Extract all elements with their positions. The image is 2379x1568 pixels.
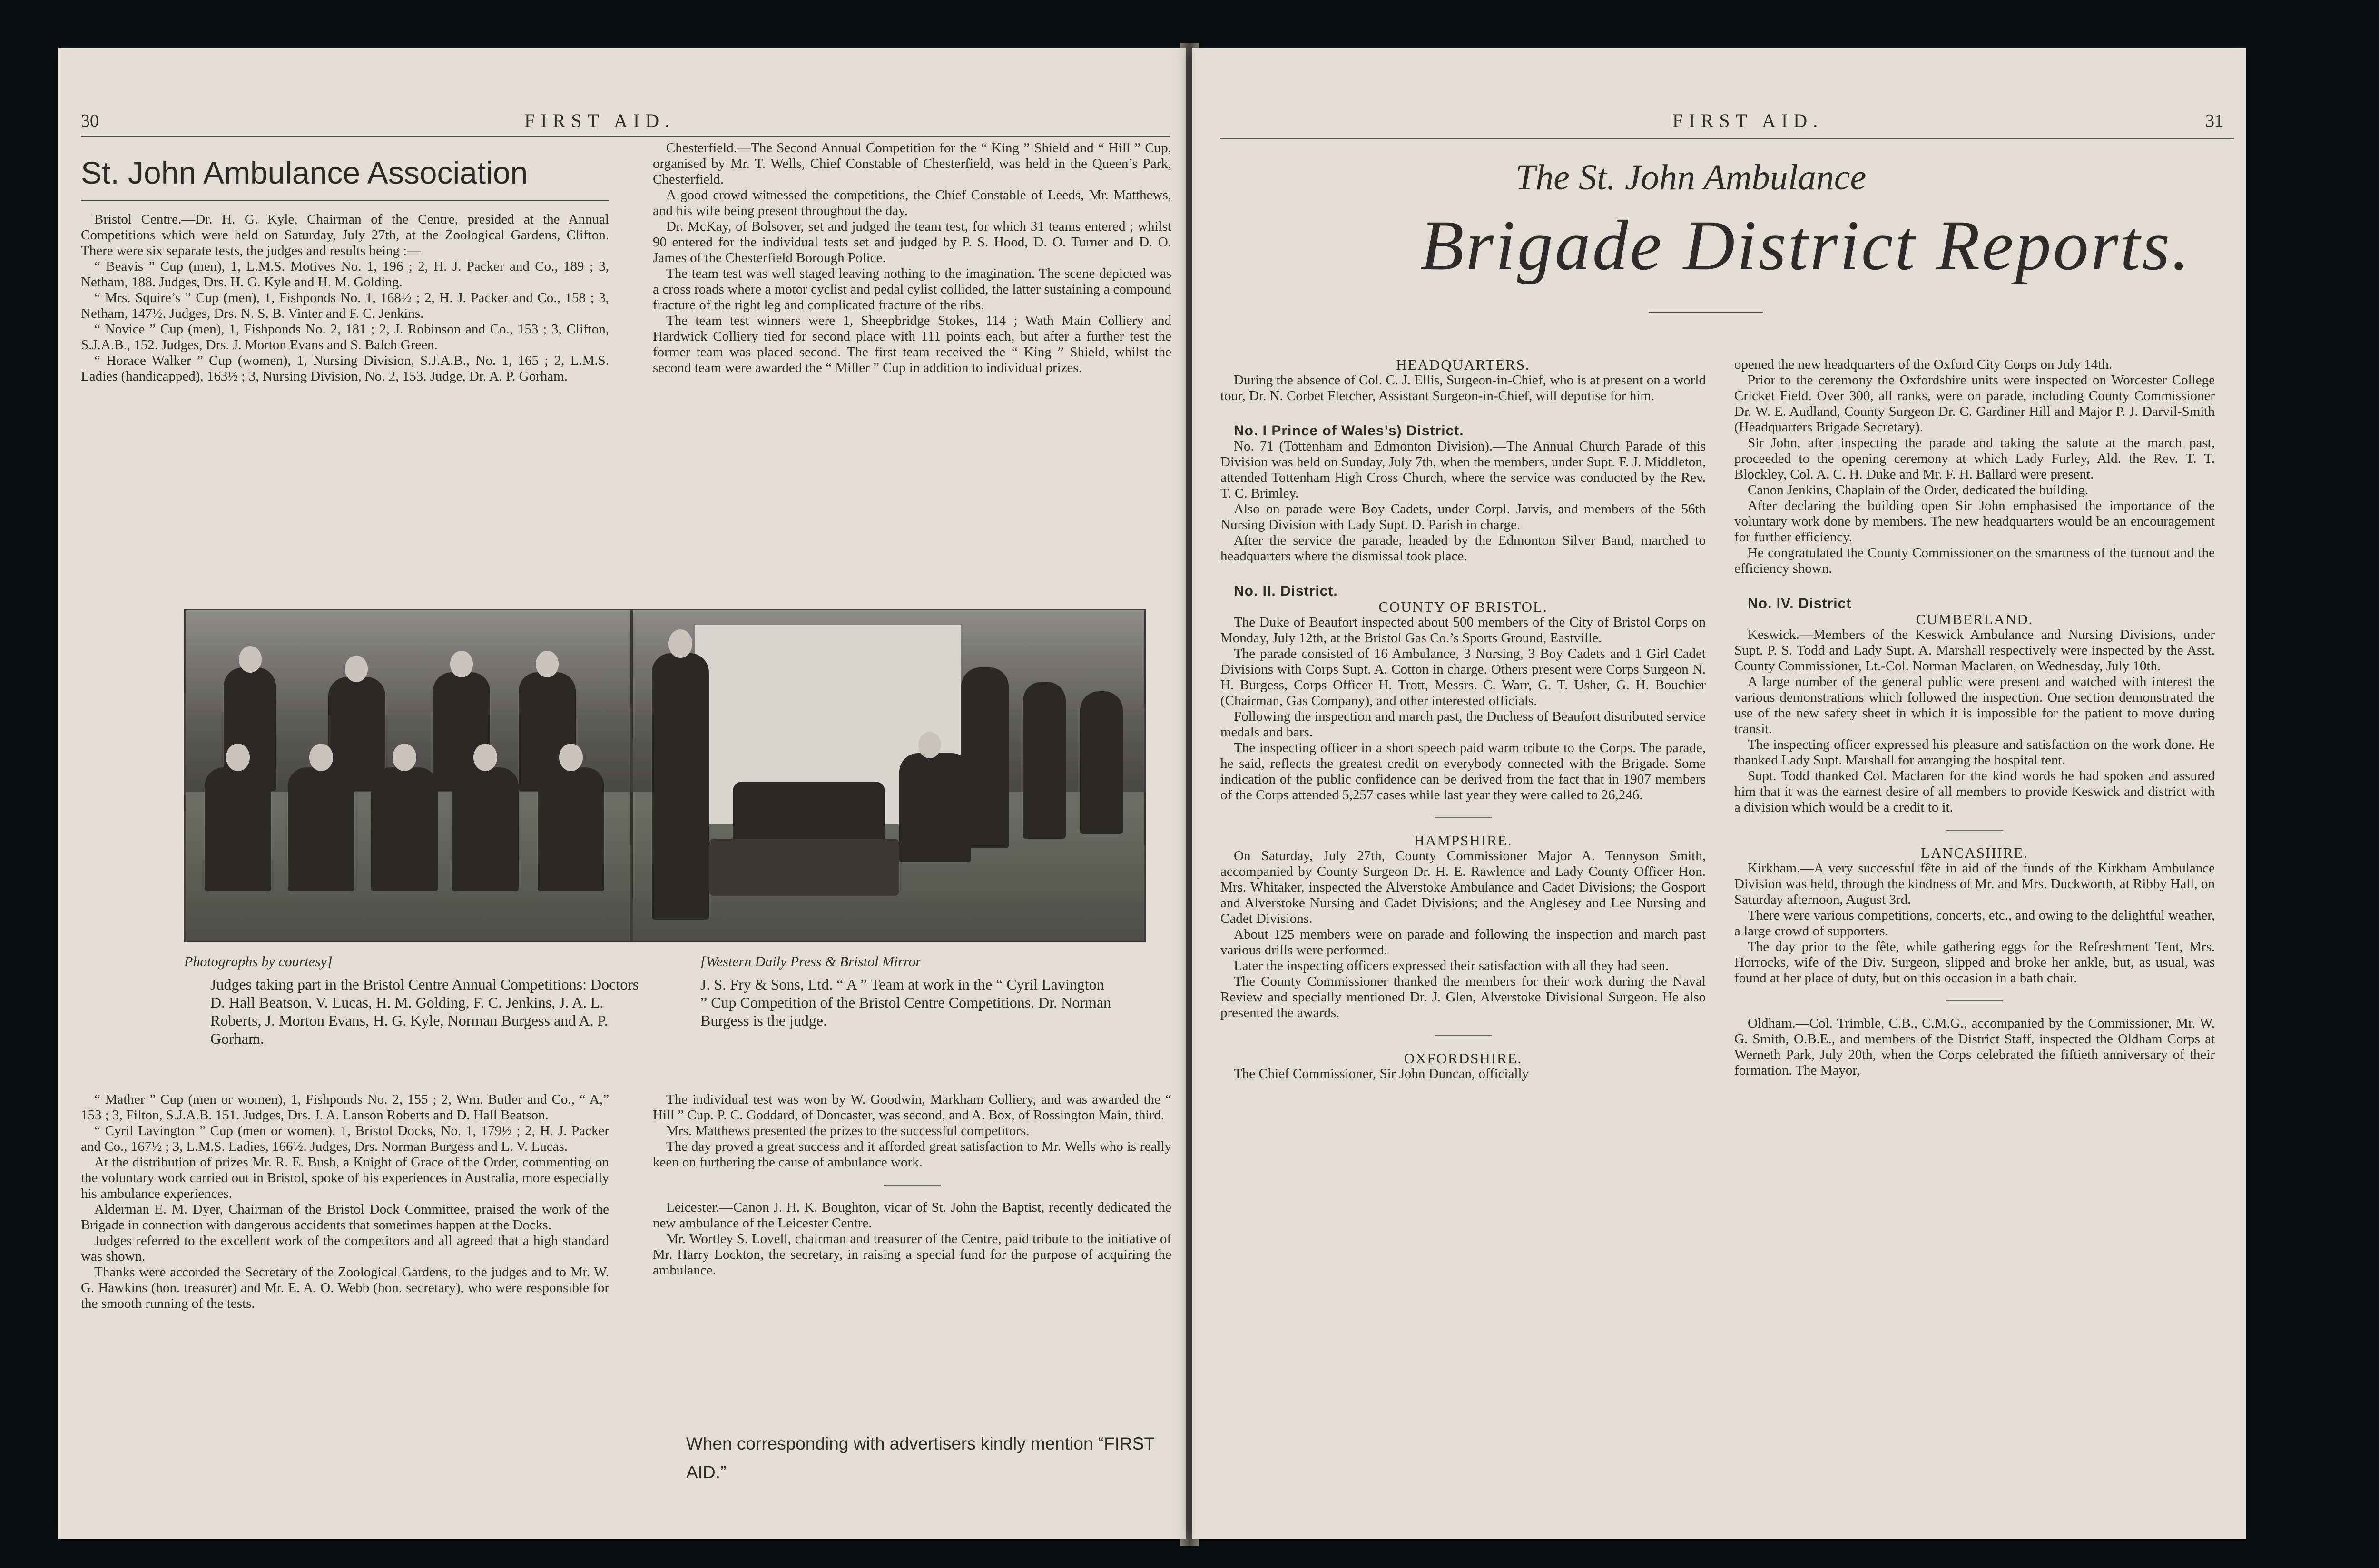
running-head: FIRST AID. bbox=[1672, 110, 1824, 131]
paragraph: After the service the parade, headed by the Edmonton Silver Band, marched to headquarters where the dismissal took place. bbox=[1220, 533, 1706, 564]
paragraph: Bristol Centre.—Dr. H. G. Kyle, Chairman of the Centre, presided at the Annual Competitions which were held on Saturday, July 27th, at the Zoological Gardens, Clifton. There were six separate tests, the judges and results being :— bbox=[81, 212, 609, 258]
left-page bbox=[58, 48, 1186, 1539]
paragraph: The individual test was won by W. Goodwin, Markham Colliery, and was awarded the “ Hill ” Cup. P. C. Goddard, of Doncaster, was second, and A. Box, of Rossington Main, third. bbox=[653, 1092, 1171, 1123]
district-heading: No. IV. District bbox=[1748, 596, 1852, 611]
district-heading: No. I Prince of Wales’s) District. bbox=[1234, 423, 1464, 439]
paragraph: Also on parade were Boy Cadets, under Corpl. Jarvis, and members of the 56th Nursing Division with Lady Supt. D. Parish in charge. bbox=[1220, 501, 1706, 532]
subheading: HEADQUARTERS. bbox=[1396, 356, 1530, 373]
paragraph: He congratulated the County Commissioner on the smartness of the turnout and the efficiency shown. bbox=[1734, 545, 2215, 576]
photo-caption-right: J. S. Fry & Sons, Ltd. “ A ” Team at work in the “ Cyril Lavington ” Cup Competition of the Bristol Centre Competitions. Dr. Norman Burgess is the judge. bbox=[700, 976, 1111, 1029]
section-heading: St. John Ambulance Association bbox=[81, 155, 528, 190]
paragraph: Mr. Wortley S. Lovell, chairman and treasurer of the Centre, paid tribute to the initiative of Mr. Harry Lockton, the secretary, in raising a special fund for the purpose of acquiring the ambulance. bbox=[653, 1231, 1171, 1278]
reports-column-2 bbox=[1734, 357, 2215, 1078]
paragraph: Kirkham.—A very successful fête in aid of the funds of the Kirkham Ambulance Division was held, through the kindness of Mr. and Mrs. Duckworth, at Ribby Hall, on Saturday afternoon, August 3rd. bbox=[1734, 861, 2215, 907]
article-column-2 bbox=[653, 140, 1171, 376]
divider bbox=[1435, 817, 1492, 818]
paragraph: The team test winners were 1, Sheepbridge Stokes, 114 ; Wath Main Colliery and Hardwick Colliery tied for second place with 111 points each, but after a further test the former team was placed second. The first team received the “ King ” Shield, whilst the second team were awarded the “ Miller ” Cup in addition to individual prizes. bbox=[653, 313, 1171, 375]
paragraph: About 125 members were on parade and following the inspection and march past various drills were performed. bbox=[1220, 927, 1706, 958]
paragraph: There were various competitions, concerts, etc., and owing to the delightful weather, a large crowd of supporters. bbox=[1734, 908, 2215, 939]
subheading: COUNTY OF BRISTOL. bbox=[1378, 598, 1548, 615]
paragraph: “ Horace Walker ” Cup (women), 1, Nursing Division, S.J.A.B., No. 1, 165 ; 2, L.M.S. Ladies (handicapped), 163½ ; 3, Nursing Division, No. 2, 153. Judge, Dr. A. P. Gorham. bbox=[81, 353, 609, 384]
article-column-3 bbox=[81, 1092, 609, 1312]
divider bbox=[1946, 830, 2003, 831]
header-rule bbox=[1220, 138, 2234, 139]
paragraph: “ Mather ” Cup (men or women), 1, Fishponds No. 2, 155 ; 2, Wm. Butler and Co., “ A,” 153 ; 3, Filton, S.J.A.B. 151. Judges, Drs. J. A. Lanson Roberts and D. Hall Beatson. bbox=[81, 1092, 609, 1123]
paragraph: Thanks were accorded the Secretary of the Zoological Gardens, to the judges and to Mr. W. G. Hawkins (hon. treasurer) and Mr. E. A. O. Webb (hon. secretary), who were responsible for the smooth running of the tests. bbox=[81, 1264, 609, 1311]
article-column-1 bbox=[81, 212, 609, 384]
paragraph: Chesterfield.—The Second Annual Competition for the “ King ” Shield and “ Hill ” Cup, organised by Mr. T. Wells, Chief Constable of Chesterfield, was held in the Queen’s Park, Chesterfield. bbox=[653, 140, 1171, 187]
paragraph: Following the inspection and march past, the Duchess of Beaufort distributed service medals and bars. bbox=[1220, 709, 1706, 740]
paragraph: On Saturday, July 27th, County Commissioner Major A. Tennyson Smith, accompanied by County Surgeon Dr. H. E. Rawlence and Lady County Officer Hon. Mrs. Whitaker, inspected the Alverstoke Ambulance and Cadet Divisions; the Gosport and Alverstoke Nursing and Cadet Divisions; and the Anglesey and Lee Nursing and Cadet Divisions. bbox=[1220, 848, 1706, 926]
paragraph: The day prior to the fête, while gathering eggs for the Refreshment Tent, Mrs. Horrocks, wife of the Div. Surgeon, slipped and broke her ankle, but, as usual, was found at her place of duty, but on this occasion in a bath chair. bbox=[1734, 939, 2215, 986]
paragraph: Supt. Todd thanked Col. Maclaren for the kind words he had spoken and assured him that it was the earnest desire of all members to provide Keswick and district with a division which would be a credit to it. bbox=[1734, 768, 2215, 815]
paragraph: The inspecting officer expressed his pleasure and satisfaction on the work done. He thanked Lady Supt. Marshall for arranging the hospital tent. bbox=[1734, 737, 2215, 768]
paragraph: The Duke of Beaufort inspected about 500 members of the City of Bristol Corps on Monday, July 12th, at the Bristol Gas Co.’s Sports Ground, Eastville. bbox=[1220, 615, 1706, 646]
paragraph: Keswick.—Members of the Keswick Ambulance and Nursing Divisions, under Supt. P. S. Todd and Lady Supt. A. Marshall respectively were inspected by the Asst. County Commissioner, Lt.-Col. Norman Maclaren, on Wednesday, July 10th. bbox=[1734, 627, 2215, 674]
divider bbox=[1435, 1035, 1492, 1036]
paragraph: A large number of the general public were present and watched with interest the various demonstrations which followed the inspection. One section demonstrated the use of the new safety sheet in which it is impossible for the patient to move during transit. bbox=[1734, 674, 2215, 736]
paragraph: “ Beavis ” Cup (men), 1, L.M.S. Motives No. 1, 196 ; 2, H. J. Packer and Co., 189 ; 3, Netham, 188. Judges, Drs. H. G. Kyle and H. M. Golding. bbox=[81, 259, 609, 290]
paragraph: “ Novice ” Cup (men), 1, Fishponds No. 2, 181 ; 2, J. Robinson and Co., 153 ; 3, Clifton, S.J.A.B., 152. Judges, Drs. J. Morton Evans and S. Balch Green. bbox=[81, 322, 609, 353]
paragraph: During the absence of Col. C. J. Ellis, Surgeon-in-Chief, who is at present on a world tour, Dr. N. Corbet Fletcher, Assistant Surgeon-in-Chief, will deputise for him. bbox=[1220, 372, 1706, 403]
paragraph: Later the inspecting officers expressed their satisfaction with all they had seen. bbox=[1234, 958, 1669, 973]
title-line-1: The St. John Ambulance bbox=[1515, 157, 1867, 197]
paragraph: Canon Jenkins, Chaplain of the Order, dedicated the building. bbox=[1748, 482, 2089, 498]
paragraph: A good crowd witnessed the competitions, the Chief Constable of Leeds, Mr. Matthews, and his wife being present throughout the day. bbox=[653, 187, 1171, 218]
page-number: 31 bbox=[2205, 111, 2223, 131]
paragraph: “ Mrs. Squire’s ” Cup (men), 1, Fishponds No. 1, 168½ ; 2, H. J. Packer and Co., 158 ; 3, Netham, 147½. Judges, Drs. N. S. B. Vinter and F. C. Jenkins. bbox=[81, 290, 609, 321]
paragraph: “ Cyril Lavington ” Cup (men or women). 1, Bristol Docks, No. 1, 179½ ; 2, H. J. Packer and Co., 167½ ; 3, L.M.S. Ladies, 166½. Judges, Drs. Norman Burgess and L. V. Lucas. bbox=[81, 1123, 609, 1154]
reports-column-1 bbox=[1220, 357, 1706, 1082]
paragraph: Dr. McKay, of Bolsover, set and judged the team test, for which 31 teams entered ; whilst 90 entered for the individual tests set and judged by P. S. Hood, D. O. Turner and D. O. James of the Chesterfield Borough Police. bbox=[653, 219, 1171, 265]
paragraph: After declaring the building open Sir John emphasised the importance of the voluntary work done by members. The new headquarters would be an encouragement for further efficiency. bbox=[1734, 498, 2215, 545]
divider bbox=[884, 1185, 941, 1186]
heading-rule bbox=[81, 200, 609, 201]
judges-photo bbox=[184, 609, 632, 942]
page-number: 30 bbox=[81, 111, 99, 131]
subheading: OXFORDSHIRE. bbox=[1404, 1050, 1523, 1067]
header-rule bbox=[81, 136, 1170, 137]
article-column-4 bbox=[653, 1092, 1171, 1278]
paragraph: At the distribution of prizes Mr. R. E. Bush, a Knight of Grace of the Order, commenting on the voluntary work carried out in Bristol, spoke of his experiences in Australia, more especially his ambulance experiences. bbox=[81, 1155, 609, 1201]
photo-caption-left: Judges taking part in the Bristol Centre Annual Competitions: Doctors D. Hall Beatson, V. Lucas, H. M. Golding, F. C. Jenkins, J. A. L. Roberts, J. Morton Evans, H. G. Kyle, Norman Burgess and A. P. Gorham. bbox=[210, 976, 639, 1047]
photo-credit-left: Photographs by courtesy] bbox=[184, 954, 333, 970]
photo-credit-right: [Western Daily Press & Bristol Mirror bbox=[700, 954, 922, 970]
paragraph: opened the new headquarters of the Oxford City Corps on July 14th. bbox=[1734, 357, 2113, 372]
paragraph: No. 71 (Tottenham and Edmonton Division).—The Annual Church Parade of this Division was held on Sunday, July 7th, when the members, under Supt. F. J. Middleton, attended Tottenham High Cross Church, where the service was conducted by the Rev. T. C. Brimley. bbox=[1220, 439, 1706, 501]
paragraph: Judges referred to the excellent work of the competitors and all agreed that a high standard was shown. bbox=[81, 1233, 609, 1264]
paragraph: Sir John, after inspecting the parade and taking the salute at the march past, proceeded to the opening ceremony at which Lady Furley, Ald. the Rev. T. T. Blockley, Col. A. C. H. Duke and Mr. F. H. Ballard were present. bbox=[1734, 435, 2215, 482]
paragraph: Oldham.—Col. Trimble, C.B., C.M.G., accompanied by the Commissioner, Mr. W. G. Smith, O.B.E., and members of the District Staff, inspected the Oldham Corps at Werneth Park, July 20th, when the Corps celebrated the fiftieth anniversary of their formation. The Mayor, bbox=[1734, 1016, 2215, 1078]
advertiser-notice: When corresponding with advertisers kindly mention “FIRST AID.” bbox=[686, 1434, 1155, 1482]
paragraph: The day proved a great success and it afforded great satisfaction to Mr. Wells who is really keen on furthering the cause of ambulance work. bbox=[653, 1139, 1171, 1170]
running-head: FIRST AID. bbox=[524, 110, 676, 131]
subheading: CUMBERLAND. bbox=[1916, 611, 2034, 627]
subheading: LANCASHIRE. bbox=[1920, 844, 2029, 861]
district-heading: No. II. District. bbox=[1234, 583, 1338, 599]
paragraph: Alderman E. M. Dyer, Chairman of the Bristol Dock Committee, praised the work of the Brigade in connection with dangerous accidents that sometimes happen at the Docks. bbox=[81, 1202, 609, 1233]
divider bbox=[1946, 1000, 2003, 1001]
paragraph: The inspecting officer in a short speech paid warm tribute to the Corps. The parade, he said, reflects the greatest credit on everybody connected with the Brigade. Some indication of the public confidence can be derived from the fact that in 1907 members of the Corps attended 5,257 cases while last year they were called to 26,246. bbox=[1220, 740, 1706, 803]
paragraph: The County Commissioner thanked the members for their work during the Naval Review and specially mentioned Dr. J. Glen, Alverstoke Divisional Surgeon. He also presented the awards. bbox=[1220, 974, 1706, 1020]
paragraph: The parade consisted of 16 Ambulance, 3 Nursing, 3 Boy Cadets and 1 Girl Cadet Divisions with Corps Supt. A. Cotton in charge. Others present were Corps Surgeon N. H. Burgess, Corps Officer H. Trott, Messrs. C. Warr, G. T. Usher, G. H. Bouchier (Chairman, Gas Company), and other interested officials. bbox=[1220, 646, 1706, 708]
paragraph: The Chief Commissioner, Sir John Duncan, officially bbox=[1234, 1066, 1529, 1081]
paragraph: Leicester.—Canon J. H. K. Boughton, vicar of St. John the Baptist, recently dedicated the new ambulance of the Leicester Centre. bbox=[653, 1200, 1171, 1231]
team-at-work-photo bbox=[631, 609, 1146, 942]
paragraph: Mrs. Matthews presented the prizes to the successful competitors. bbox=[666, 1123, 1030, 1138]
paragraph: The team test was well staged leaving nothing to the imagination. The scene depicted was a cross roads where a motor cyclist and pedal cylist collided, the latter sustaining a compound fracture of the right leg and complicated fracture of the ribs. bbox=[653, 266, 1171, 313]
title-line-2: Brigade District Reports. bbox=[1420, 206, 2192, 285]
right-page bbox=[1192, 48, 2246, 1539]
subheading: HAMPSHIRE. bbox=[1414, 832, 1513, 849]
title-rule bbox=[1649, 312, 1763, 313]
paragraph: Prior to the ceremony the Oxfordshire units were inspected on Worcester College Cricket Field. Over 300, all ranks, were on parade, including County Commissioner Dr. W. E. Audland, County Surgeon Dr. C. Gardiner Hill and Major P. J. Darvil-Smith (Headquarters Brigade Secretary). bbox=[1734, 372, 2215, 435]
